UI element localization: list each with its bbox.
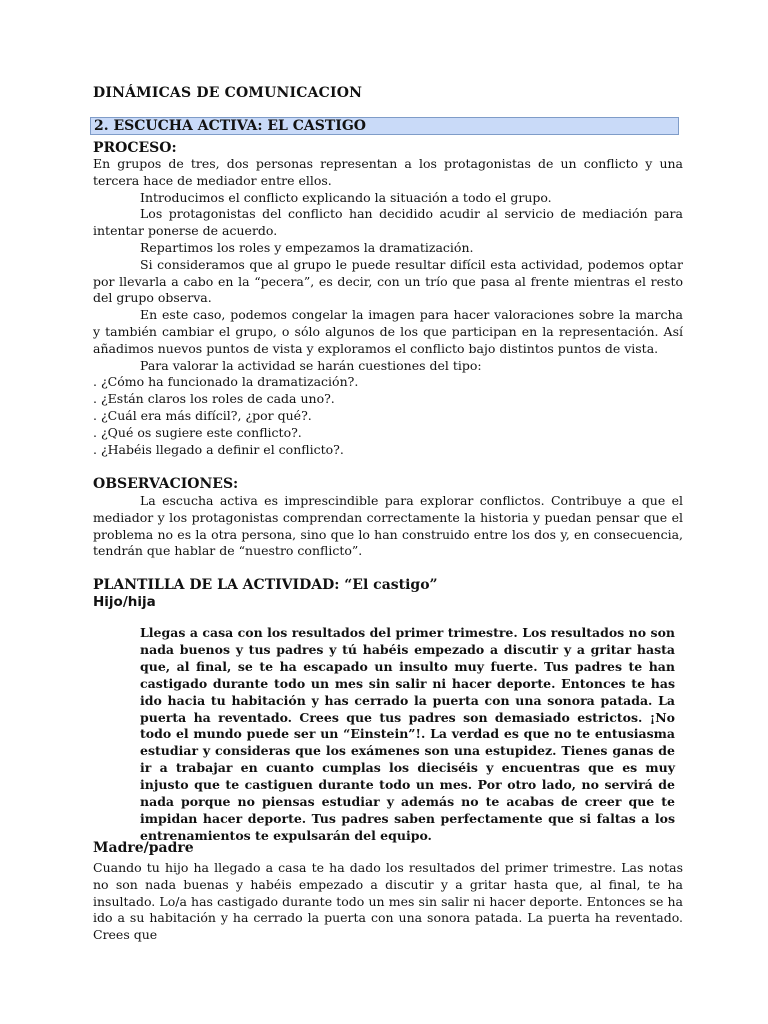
proceso-paragraph: Los protagonistas del conflicto han decidido acudir al servicio de mediación para intentar ponerse de acuerdo. <box>93 206 683 239</box>
proceso-body <box>93 156 683 458</box>
plantilla-title: PLANTILLA DE LA ACTIVIDAD: “El castigo” <box>93 577 438 593</box>
proceso-paragraph: Para valorar la actividad se harán cuestiones del tipo: <box>140 357 482 373</box>
document-title: DINÁMICAS DE COMUNICACION <box>93 85 363 101</box>
proceso-paragraph: Si consideramos que al grupo le puede resultar difícil esta actividad, podemos optar por llevarla a cabo en la “pecera”, es decir, con un trío que pasa al frente mientras el resto del grupo observa. <box>93 256 683 306</box>
proceso-paragraph: Introducimos el conflicto explicando la situación a todo el grupo. <box>140 189 552 205</box>
observaciones-label: OBSERVACIONES: <box>93 476 239 492</box>
hijo-text: Llegas a casa con los resultados del primer trimestre. Los resultados no son nada buenos y tus padres y tú habéis empezado a discutir y a gritar hasta que, al final, se te ha escapado un insulto muy fuerte. Tus padres te han castigado durante todo un mes sin salir ni hacer deporte. Entonces te has ido hacia tu habitación y has cerrado la puerta con una sonora patada. La puerta ha reventado. Crees que tus padres son demasiado estrictos. ¡No todo el mundo puede ser un “Einstein”!. La verdad es que no te entusiasma estudiar y consideras que los exámenes son una estupidez. Tienes ganas de ir a trabajar en cuanto cumplas los dieciséis y encuentras que es muy injusto que te castiguen durante todo un mes. Por otro lado, no servirá de nada porque no piensas estudiar y además no te acabas de creer que te impidan hacer deporte. Tus padres saben perfectamente que si faltas a los entrenamientos te expulsarán del equipo. <box>140 625 675 843</box>
proceso-label: PROCESO: <box>93 140 177 156</box>
question-item: . ¿Cuál era más difícil?, ¿por qué?. <box>93 407 312 423</box>
question-item: . ¿Habéis llegado a definir el conflicto?. <box>93 441 344 457</box>
madre-label: Madre/padre <box>93 840 194 856</box>
madre-text <box>93 860 683 944</box>
question-item: . ¿Qué os sugiere este conflicto?. <box>93 424 302 440</box>
madre-paragraph: Cuando tu hijo ha llegado a casa te ha dado los resultados del primer trimestre. Las notas no son nada buenas y habéis empezado a discutir y a gritar hasta que, al final, te ha insultado. Lo/a has castigado durante todo un mes sin salir ni hacer deporte. Entonces se ha ido a su habitación y ha cerrado la puerta con una sonora patada. La puerta ha reventado. Crees que <box>93 860 683 943</box>
question-item: . ¿Cómo ha funcionado la dramatización?. <box>93 374 359 390</box>
section-heading: 2. ESCUCHA ACTIVA: EL CASTIGO <box>90 117 679 135</box>
question-item: . ¿Están claros los roles de cada uno?. <box>93 391 335 407</box>
proceso-paragraph: Repartimos los roles y empezamos la dramatización. <box>140 239 474 255</box>
observaciones-body <box>93 493 683 560</box>
proceso-paragraph: En grupos de tres, dos personas representan a los protagonistas de un conflicto y una tercera hace de mediador entre ellos. <box>93 156 683 188</box>
proceso-paragraph: En este caso, podemos congelar la imagen para hacer valoraciones sobre la marcha y también cambiar el grupo, o sólo algunos de los que participan en la representación. Así añadimos nuevos puntos de vista y exploramos el conflicto bajo distintos puntos de vista. <box>93 307 683 356</box>
hijo-label: Hijo/hija <box>93 594 156 610</box>
observaciones-paragraph: La escucha activa es imprescindible para explorar conflictos. Contribuye a que el mediador y los protagonistas comprendan correctamente la historia y puedan pensar que el problema no es la otra persona, sino que lo han construido entre los dos y, en consecuencia, tendrán que hablar de “nuestro conflicto”. <box>93 493 683 559</box>
